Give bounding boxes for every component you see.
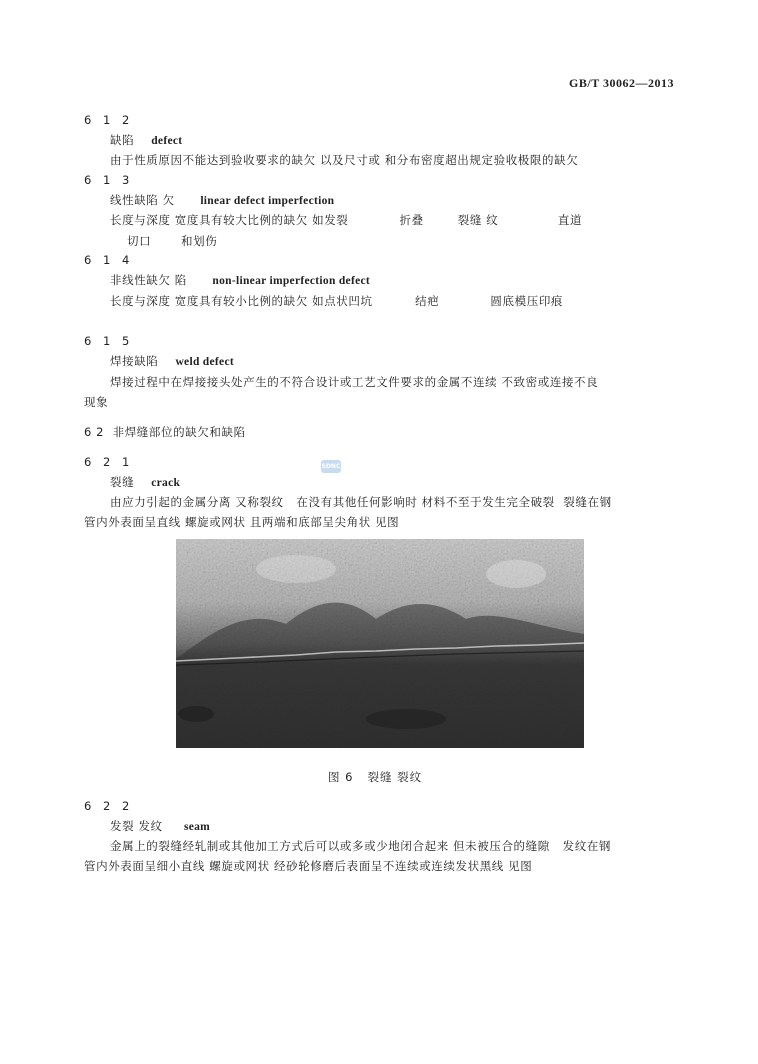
figure-caption: 图 6 裂缝 裂纹 — [328, 770, 423, 784]
term-zh: 缺陷 — [110, 133, 135, 147]
definition-line: 长度与深度 宽度具有较大比例的缺欠 如发裂 折叠 裂缝 纹 直道 — [110, 213, 583, 227]
definition-line: 由于性质原因不能达到验收要求的缺欠 以及尺寸或 和分布密度超出规定验收极限的缺欠 — [110, 153, 579, 167]
term-heading — [110, 193, 334, 208]
standard-code: GB/T 30062—2013 — [569, 76, 674, 90]
term-heading — [110, 133, 182, 148]
term-zh: 发裂 发纹 — [110, 819, 163, 833]
crack-photograph — [176, 539, 584, 748]
term-en: non-linear imperfection defect — [212, 275, 371, 287]
section-number: 6 1 2 — [84, 113, 134, 127]
section-number: 6 1 3 — [84, 173, 134, 187]
watermark-logo: SDNC — [321, 460, 341, 473]
term-heading — [110, 354, 234, 369]
section-number: 6 1 5 — [84, 334, 134, 348]
definition-line: 长度与深度 宽度具有较小比例的缺欠 如点状凹坑 结疤 圆底模压印痕 — [110, 294, 564, 308]
term-heading — [110, 819, 210, 834]
section-number: 6 2 2 — [84, 799, 134, 813]
section-number: 6 1 4 — [84, 253, 134, 267]
term-zh: 非线性缺欠 陷 — [110, 273, 187, 287]
term-heading — [110, 273, 370, 288]
term-heading — [110, 475, 180, 490]
term-en: weld defect — [175, 356, 234, 368]
term-en: seam — [183, 821, 211, 833]
section-heading: 6 2 非焊缝部位的缺欠和缺陷 — [84, 425, 246, 439]
term-zh: 裂缝 — [110, 475, 135, 489]
definition-line: 管内外表面呈细小直线 螺旋或网状 经砂轮修磨后表面呈不连续或连续发状黑线 见图 — [84, 859, 533, 873]
term-en: defect — [151, 135, 183, 147]
section-number: 6 2 1 — [84, 455, 134, 469]
definition-line: 切口 和划伤 — [110, 234, 218, 248]
definition-line: 由应力引起的金属分离 又称裂纹 在没有其他任何影响时 材料不至于发生完全破裂 裂缝在钢 — [110, 495, 612, 509]
definition-line: 现象 — [84, 395, 109, 409]
term-zh: 线性缺陷 欠 — [110, 193, 175, 207]
definition-line: 金属上的裂缝经轧制或其他加工方式后可以或多或少地闭合起来 但未被压合的缝隙 发纹在钢 — [110, 839, 612, 853]
term-en: crack — [151, 477, 181, 489]
term-zh: 焊接缺陷 — [110, 354, 159, 368]
definition-line: 焊接过程中在焊接接头处产生的不符合设计或工艺文件要求的金属不连续 不致密或连接不良 — [110, 375, 599, 389]
definition-line: 管内外表面呈直线 螺旋或网状 且两端和底部呈尖角状 见图 — [84, 515, 400, 529]
term-en: linear defect imperfection — [200, 195, 335, 207]
